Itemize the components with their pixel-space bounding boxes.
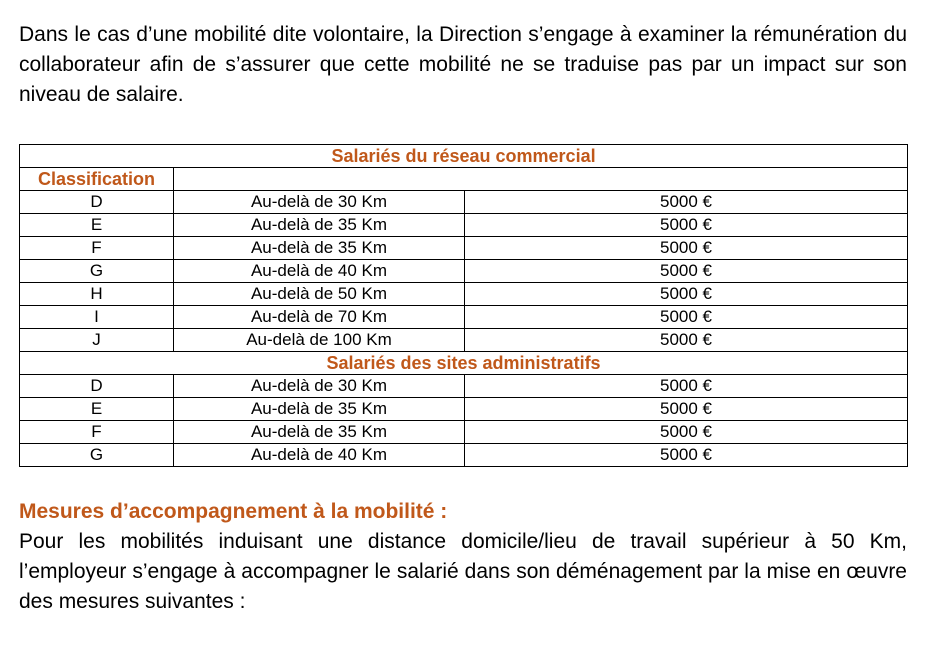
distance-cell: Au-delà de 40 Km xyxy=(174,260,465,283)
table-row xyxy=(20,375,908,398)
table-row xyxy=(20,260,908,283)
distance-cell: Au-delà de 40 Km xyxy=(174,444,465,467)
table-row xyxy=(20,329,908,352)
distance-cell: Au-delà de 35 Km xyxy=(174,214,465,237)
mobility-table xyxy=(19,144,908,467)
administrative-rows xyxy=(20,375,908,467)
table-row xyxy=(20,237,908,260)
amount-cell: 5000 € xyxy=(465,283,908,306)
grade-cell: I xyxy=(20,306,174,329)
amount-cell: 5000 € xyxy=(465,329,908,352)
commercial-rows xyxy=(20,191,908,352)
distance-cell: Au-delà de 50 Km xyxy=(174,283,465,306)
table-row xyxy=(20,283,908,306)
amount-cell: 5000 € xyxy=(465,306,908,329)
classification-header-empty xyxy=(174,168,908,191)
distance-cell: Au-delà de 30 Km xyxy=(174,191,465,214)
section-title-administrative: Salariés des sites administratifs xyxy=(20,352,908,375)
grade-cell: G xyxy=(20,444,174,467)
amount-cell: 5000 € xyxy=(465,421,908,444)
distance-cell: Au-delà de 100 Km xyxy=(174,329,465,352)
section-title-commercial: Salariés du réseau commercial xyxy=(20,145,908,168)
measures-paragraph: Pour les mobilités induisant une distance domicile/lieu de travail supérieur à 50 Km, l’employeur s’engage à accompagner le salarié dans son déménagement par la mise en œuvre des mesures suivantes : xyxy=(19,530,907,613)
grade-cell: F xyxy=(20,421,174,444)
table-row xyxy=(20,306,908,329)
grade-cell: D xyxy=(20,375,174,398)
classification-header: Classification xyxy=(20,168,174,191)
amount-cell: 5000 € xyxy=(465,444,908,467)
amount-cell: 5000 € xyxy=(465,398,908,421)
intro-paragraph: Dans le cas d’une mobilité dite volontaire, la Direction s’engage à examiner la rémunération du collaborateur afin de s’assurer que cette mobilité ne se traduise pas par un impact sur son niveau de salaire. xyxy=(19,23,907,106)
grade-cell: H xyxy=(20,283,174,306)
grade-cell: E xyxy=(20,398,174,421)
measures-title: Mesures d’accompagnement à la mobilité : xyxy=(19,500,448,523)
distance-cell: Au-delà de 35 Km xyxy=(174,421,465,444)
amount-cell: 5000 € xyxy=(465,191,908,214)
distance-cell: Au-delà de 35 Km xyxy=(174,398,465,421)
amount-cell: 5000 € xyxy=(465,260,908,283)
grade-cell: D xyxy=(20,191,174,214)
distance-cell: Au-delà de 70 Km xyxy=(174,306,465,329)
table-row xyxy=(20,398,908,421)
grade-cell: J xyxy=(20,329,174,352)
distance-cell: Au-delà de 35 Km xyxy=(174,237,465,260)
section-row-commercial xyxy=(20,145,908,168)
grade-cell: E xyxy=(20,214,174,237)
document-page xyxy=(19,20,907,617)
distance-cell: Au-delà de 30 Km xyxy=(174,375,465,398)
section-row-administrative xyxy=(20,352,908,375)
table-row xyxy=(20,421,908,444)
table-row xyxy=(20,191,908,214)
table-row xyxy=(20,214,908,237)
amount-cell: 5000 € xyxy=(465,237,908,260)
grade-cell: F xyxy=(20,237,174,260)
classification-header-row xyxy=(20,168,908,191)
amount-cell: 5000 € xyxy=(465,375,908,398)
table-row xyxy=(20,444,908,467)
amount-cell: 5000 € xyxy=(465,214,908,237)
grade-cell: G xyxy=(20,260,174,283)
